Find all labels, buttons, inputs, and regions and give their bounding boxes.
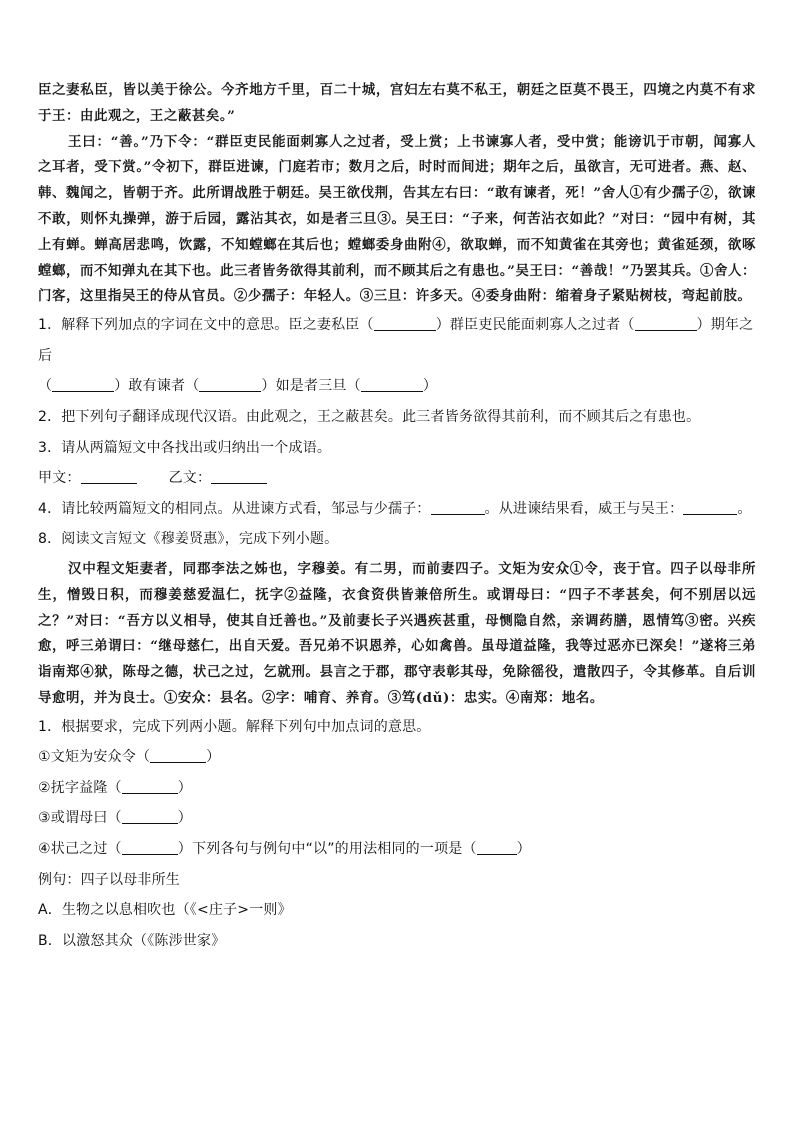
close-paren: ） <box>206 749 221 766</box>
question-4-text-a: 4．请比较两篇短文的相同点。从进谏方式看，邹忌与少孺子： <box>38 500 431 517</box>
answer-blank[interactable] <box>122 809 178 824</box>
yi-label: 乙文： <box>168 470 212 487</box>
answer-blank[interactable] <box>122 779 178 794</box>
question-1-text-d: （ <box>38 378 53 395</box>
item-4-text-b: ）下列各句与例句中“以”的用法相同的一项是（ <box>177 841 477 858</box>
item-4 <box>38 834 756 865</box>
answer-blank[interactable] <box>635 316 697 331</box>
question-1-line-2 <box>38 371 756 402</box>
item-1 <box>38 742 756 773</box>
question-1-text-e: ）敢有谏者（ <box>114 378 200 395</box>
question-3: 3．请从两篇短文中各找出或归纳出一个成语。 <box>38 439 332 456</box>
answer-blank[interactable] <box>150 748 206 763</box>
subquestion-1: 1．根据要求，完成下列两小题。解释下列句中加点词的意思。 <box>38 718 431 735</box>
answer-blank[interactable] <box>122 840 178 855</box>
choice-blank[interactable] <box>477 840 517 855</box>
answer-blank[interactable] <box>52 377 114 392</box>
item-2-text: ②抚字益隆（ <box>38 779 122 796</box>
item-4-text-a: ④状己之过（ <box>38 841 122 858</box>
close-paren: ） <box>177 810 192 827</box>
question-1-text-b: ）群臣吏民能面刺寡人之过者（ <box>435 317 635 334</box>
item-2 <box>38 773 756 804</box>
passage-1-paragraph-1: 臣之妻私臣，皆以美于徐公。今齐地方千里，百二十城，宫妇左右莫不私王，朝廷之臣莫不畏王，四境之内莫不有求于王：由此观之，王之蔽甚矣。” <box>38 82 756 124</box>
yi-answer-blank[interactable] <box>211 469 267 484</box>
close-paren: ） <box>177 779 192 796</box>
item-3 <box>38 803 756 834</box>
page-content <box>38 78 756 956</box>
close-paren: ） <box>516 841 531 858</box>
item-1-text: ①文矩为安众令（ <box>38 749 151 766</box>
item-3-text: ③或谓母曰（ <box>38 810 122 827</box>
question-1-text-g: ） <box>422 378 438 395</box>
question-1-text-f: ）如是者三旦（ <box>261 378 361 395</box>
option-b: B．以激怒其众（《陈涉世家》 <box>38 932 226 949</box>
question-1-text-c: ）期年之后 <box>38 317 754 364</box>
answer-blank[interactable] <box>361 377 423 392</box>
question-4-text-b: 。从进谏结果看，威王与吴王： <box>484 500 684 517</box>
option-a: A．生物之以息相吹也（《<庄子>一则》 <box>38 902 292 919</box>
question-1-text-a: 1．解释下列加点的字词在文中的意思。臣之妻私臣（ <box>38 317 374 334</box>
question-4-text-c: 。 <box>737 500 752 517</box>
answer-blank[interactable] <box>199 377 261 392</box>
jia-label: 甲文： <box>38 470 81 487</box>
question-8-heading: 8．阅读文言短文《穆姜贤惠》，完成下列小题。 <box>38 531 339 548</box>
question-3-answers <box>38 463 756 494</box>
example-sentence: 例句：四子以母非所生 <box>38 871 180 888</box>
passage-1-paragraph-2: 王曰：“善。”乃下令：“群臣吏民能面刺寡人之过者，受上赏；上书谏寡人者，受中赏；能谤讥于市朝，闻寡人之耳者，受下赏。”令初下，群臣进谏，门庭若市；数月之后，时时而间进；期年之后，虽欲言，无可进者。燕、赵、韩、魏闻之，皆朝于齐。此所谓战胜于朝廷。吴王欲伐荆，告其左右曰：“敢有谏者，死！”舍人①有少孺子②，欲谏不敢，则怀丸操弹，游于后园，露沾其衣，如是者三旦③。吴王曰：“子来，何苦沾衣如此？”对曰：“园中有树，其上有蝉。蝉高居悲鸣，饮露，不知螳螂在其后也；螳螂委身曲附④，欲取蝉，而不知黄雀在其旁也；黄雀延颈，欲啄螳螂，而不知弹丸在其下也。此三者皆务欲得其前利，而不顾其后之有患也。”吴王曰：“善哉！”乃罢其兵。①舍人：门客，这里指吴王的侍从官员。②少孺子：年轻人。③三旦：许多天。④委身曲附：缩着身子紧贴树枝，弯起前肢。 <box>38 133 756 305</box>
question-1 <box>38 310 756 371</box>
answer-blank[interactable] <box>431 500 485 515</box>
question-4 <box>38 494 756 525</box>
passage-2: 汉中程文矩妻者，同郡李法之姊也，字穆姜。有二男，而前妻四子。文矩为安众①令，丧于官。四子以母非所生，憎毁日积，而穆姜慈爱温仁，抚字②益隆，衣食资供皆兼倍所生。或谓母曰：“四子不孝甚矣，何不别居以远之？”对曰：“吾方以义相导，使其自迁善也。”及前妻长子兴遇疾甚重，母恻隐自然，亲调药膳，恩情笃③密。兴疾愈，呼三弟谓曰：“继母慈仁，出自天爱。吾兄弟不识恩养，心如禽兽。虽母道益隆，我等过恶亦已深矣！”遂将三弟诣南郑④狱，陈母之德，状己之过，乞就刑。县言之于郡，郡守表彰其母，免除徭役，遣散四子，令其修革。自后训导愈明，并为良士。①安众：县名。②字：哺育、养育。③笃(dǔ)：忠实。④南郑：地名。 <box>38 560 756 706</box>
question-2: 2．把下列句子翻译成现代汉语。由此观之，王之蔽甚矣。此三者皆务欲得其前利，而不顾其后之有患也。 <box>38 408 701 425</box>
answer-blank[interactable] <box>683 500 737 515</box>
jia-answer-blank[interactable] <box>81 469 137 484</box>
answer-blank[interactable] <box>374 316 436 331</box>
